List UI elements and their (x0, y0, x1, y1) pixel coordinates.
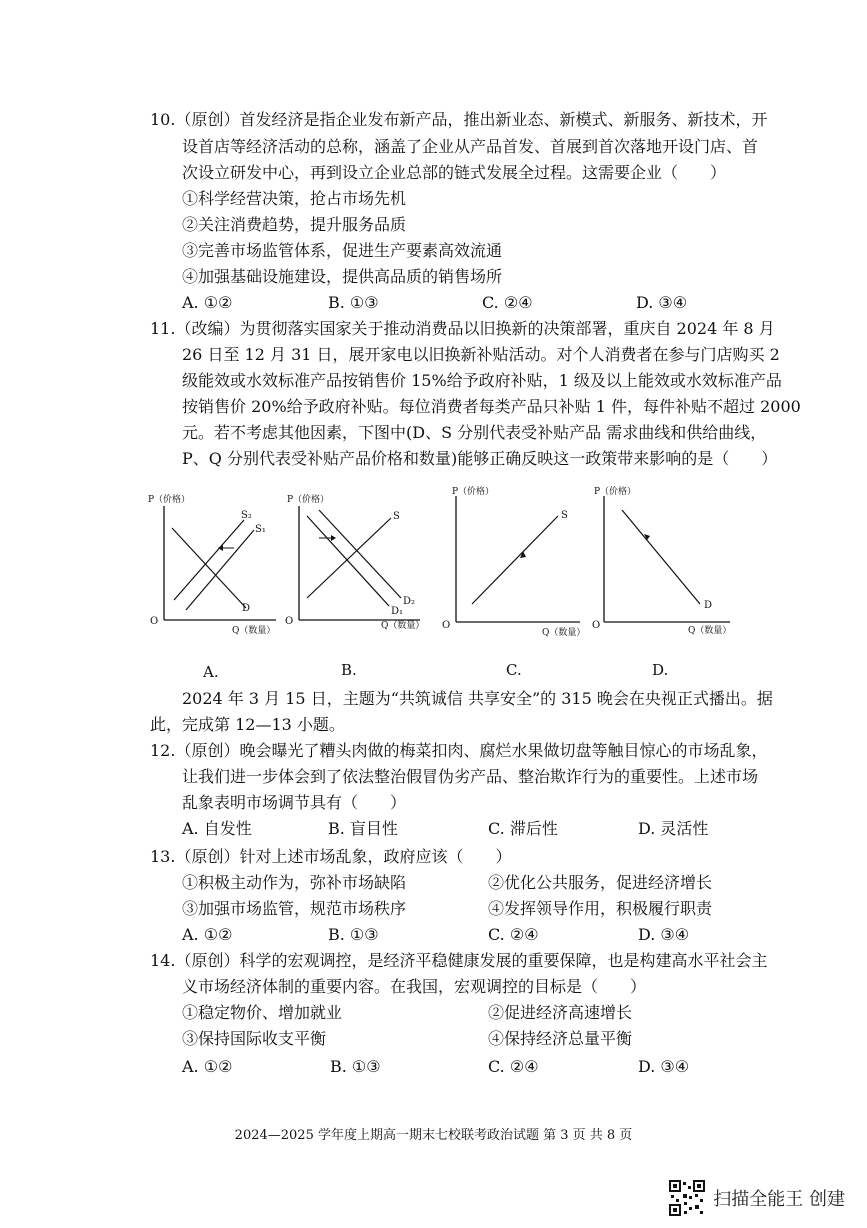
graph-b-q-label: Q（数量） (381, 621, 425, 631)
q12-option-b: B. 盲目性 (328, 819, 398, 838)
intro-line-2: 此，完成第 12—13 小题。 (150, 715, 345, 734)
q13-item-1: ①积极主动作为，弥补市场缺陷 (182, 873, 407, 892)
q12-option-c: C. 滞后性 (488, 819, 558, 838)
q10-line-2: 设首店等经济活动的总称，涵盖了企业从产品首发、首展到首次落地开设门店、首 (182, 137, 759, 156)
q14-option-a: A. ①② (182, 1057, 233, 1076)
q13-item-3: ③加强市场监管，规范市场秩序 (182, 899, 407, 918)
q10-option-b: B. ①③ (328, 293, 379, 312)
q10-line-1: 10.（原创）首发经济是指企业发布新产品，推出新业态、新模式、新服务、新技术，开 (150, 110, 768, 129)
graph-d-q-label: Q（数量） (688, 626, 732, 636)
graph-a-supply-curve-s1 (186, 530, 254, 610)
q13-option-d: D. ③④ (638, 925, 690, 944)
q14-line-1: 14.（原创）科学的宏观调控，是经济平稳健康发展的重要保障，也是构建高水平社会主 (150, 951, 768, 970)
q14-item-1: ①稳定物价、增加就业 (182, 1003, 343, 1022)
q14-line-2: 义市场经济体制的重要内容。在我国，宏观调控的目标是（ ） (182, 977, 647, 996)
graph-a-p-label: P（价格） (148, 495, 191, 505)
q10-option-d: D. ③④ (636, 293, 688, 312)
graph-b-letter: B. (341, 661, 357, 679)
q11-line-2: 26 日至 12 月 31 日，展开家电以旧换新补贴活动。对个人消费者在参与门店购买 2 (182, 345, 780, 364)
graph-b-s-label: S (393, 511, 400, 522)
graph-a (148, 492, 278, 641)
q13-line-1: 13.（原创）针对上述市场乱象，政府应该（ ） (150, 847, 512, 866)
qr-code-icon (669, 1180, 705, 1216)
graph-a-q-label: Q（数量） (232, 626, 276, 636)
q13-option-a: A. ①② (182, 925, 233, 944)
q10-line-3: 次设立研发中心，再到设立企业总部的链式发展全过程。这需要企业（ ） (182, 163, 727, 182)
q10-option-a: A. ①② (182, 293, 233, 312)
graph-b-demand-curve-d2 (319, 510, 401, 598)
q11-line-5: 元。若不考虑其他因素，下图中(D、S 分别代表受补贴产品 需求曲线和供给曲线， (182, 423, 767, 442)
graph-c-letter: C. (506, 661, 522, 679)
q11-line-1: 11.（改编）为贯彻落实国家关于推动消费品以旧换新的决策部署，重庆自 2024 年 8 月 (150, 319, 775, 338)
q14-option-d: D. ③④ (638, 1057, 690, 1076)
q13-item-2: ②优化公共服务，促进经济增长 (488, 873, 713, 892)
graph-a-demand-curve (172, 528, 246, 608)
graph-c-supply-curve (472, 516, 558, 604)
q13-option-c: C. ②④ (488, 925, 539, 944)
graph-c-p-label: P（价格） (452, 487, 495, 497)
graph-b-d2-label: D₂ (403, 596, 416, 607)
graph-b-p-label: P（价格） (287, 495, 330, 505)
q11-line-6: P、Q 分别代表受补贴产品价格和数量)能够正确反映这一政策带来影响的是（ ） (182, 449, 778, 468)
q14-item-4: ④保持经济总量平衡 (488, 1029, 633, 1048)
graph-a-s1-label: S₁ (255, 524, 266, 535)
q10-item-2: ②关注消费趋势，提升服务品质 (182, 215, 407, 234)
q14-item-3: ③保持国际收支平衡 (182, 1029, 327, 1048)
graph-d-letter: D. (652, 661, 669, 679)
q14-item-2: ②促进经济高速增长 (488, 1003, 633, 1022)
graph-b-origin: O (285, 616, 294, 627)
graph-c-q-label: Q（数量） (542, 628, 585, 638)
graph-d-d-label: D (704, 600, 713, 611)
graph-b-demand-curve-d1 (307, 516, 389, 606)
graph-a-s2-label: S₂ (241, 510, 252, 521)
graph-d-demand-curve (622, 510, 700, 604)
q10-item-1: ①科学经营决策，抢占市场先机 (182, 189, 407, 208)
graph-a-supply-curve-s2 (174, 520, 244, 600)
q12-line-3: 乱象表明市场调节具有（ ） (182, 793, 407, 812)
q12-line-2: 让我们进一步体会到了依法整治假冒伪劣产品、整治欺诈行为的重要性。上述市场 (182, 767, 759, 786)
page-footer: 2024—2025 学年度上期高一期末七校联考政治试题 第 3 页 共 8 页 (234, 1128, 633, 1143)
q14-option-b: B. ①③ (330, 1057, 381, 1076)
q11-line-3: 级能效或水效标准产品按销售价 15%给予政府补贴，1 级及以上能效或水效标准产品 (182, 371, 782, 390)
graph-a-d-label: D (242, 603, 251, 614)
graph-a-letter: A. (203, 663, 219, 681)
scanner-watermark-text: 扫描全能王 创建 (713, 1189, 845, 1210)
q13-option-b: B. ①③ (328, 925, 379, 944)
graph-b-d1-label: D₁ (391, 606, 404, 617)
q12-option-a: A. 自发性 (182, 819, 252, 838)
q10-item-3: ③完善市场监管体系，促进生产要素高效流通 (182, 241, 503, 260)
q12-line-1: 12.（原创）晚会曝光了糟头肉做的梅菜扣肉、腐烂水果做切盘等触目惊心的市场乱象， (150, 741, 768, 760)
scanner-watermark (669, 1180, 845, 1216)
graph-d-origin: O (592, 620, 601, 631)
intro-line-1: 2024 年 3 月 15 日，主题为“共筑诚信 共享安全”的 315 晚会在央视正式播出。据 (182, 689, 773, 708)
graph-d-p-label: P（价格） (594, 487, 637, 497)
q14-option-c: C. ②④ (488, 1057, 539, 1076)
q11-line-4: 按销售价 20%给予政府补贴。每位消费者每类产品只补贴 1 件，每件补贴不超过 2000 (182, 397, 801, 416)
graph-c (440, 482, 585, 646)
q13-item-4: ④发挥领导作用，积极履行职责 (488, 899, 713, 918)
graph-d (592, 482, 737, 646)
graph-b (285, 492, 430, 641)
q10-item-4: ④加强基础设施建设，提供高品质的销售场所 (182, 267, 503, 286)
graph-a-origin: O (150, 616, 159, 627)
q12-option-d: D. 灵活性 (638, 819, 709, 838)
graph-c-s-label: S (561, 510, 568, 521)
q10-option-c: C. ②④ (482, 293, 533, 312)
graph-c-origin: O (442, 620, 451, 631)
